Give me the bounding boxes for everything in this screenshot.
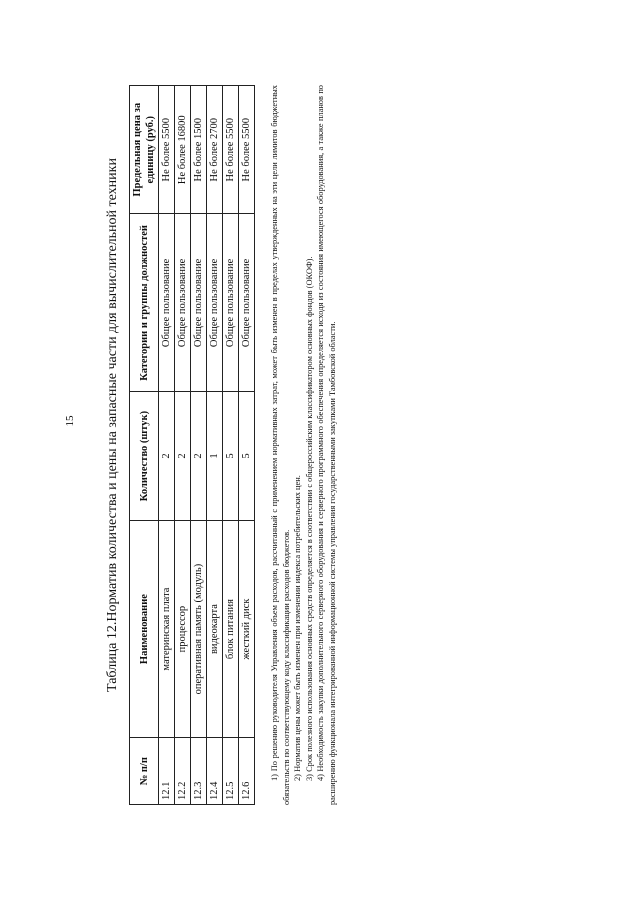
header-num: № п/п [130, 738, 159, 805]
table-row [159, 86, 175, 805]
table-row [223, 86, 239, 805]
table-header-row [130, 86, 159, 805]
row-num: 12.6 [239, 738, 255, 805]
row-qty: 2 [175, 392, 191, 520]
row-price: Не более 5500 [239, 86, 255, 214]
row-category: Общее пользование [191, 214, 207, 392]
row-qty: 2 [191, 392, 207, 520]
row-num: 12.4 [207, 738, 223, 805]
spare-parts-table [129, 85, 255, 805]
row-price: Не более 5500 [159, 86, 175, 214]
row-qty: 5 [223, 392, 239, 520]
page-number: 15 [64, 415, 76, 427]
header-category: Категории и группы должностей [130, 214, 159, 392]
row-name: видеокарта [207, 520, 223, 738]
table-row [191, 86, 207, 805]
table-row [175, 86, 191, 805]
row-category: Общее пользование [207, 214, 223, 392]
row-num: 12.5 [223, 738, 239, 805]
row-name: процессор [175, 520, 191, 738]
row-name: жесткий диск [239, 520, 255, 738]
row-num: 12.1 [159, 738, 175, 805]
note-4: 4) Необходимость закупки дополнительного серверного оборудования и серверного программного обеспечения определяется исходя из состояния имеющегося оборудования, а также планов по расширению функционала интегрированной информационной системы управления государственными закупками Тамбовской области. [316, 85, 337, 805]
row-qty: 2 [159, 392, 175, 520]
table-caption: Таблица 12.Норматив количества и цены на запасные части для вычислительной техники [105, 158, 120, 692]
row-category: Общее пользование [223, 214, 239, 392]
row-category: Общее пользование [159, 214, 175, 392]
row-name: блок питания [223, 520, 239, 738]
note-2: 2) Норматив цены может быть изменен при изменении индекса потребительских цен. [293, 475, 302, 781]
note-1: 1) По решению руководителя Управления объем расходов, рассчитанный с применением нормативных затрат, может быть изменен в пределах утвержденных на эти цели лимитов бюджетных обязательств по соответствующему коду классификации расходов бюджетов. [270, 85, 291, 805]
note-3: 3) Срок полезного использования основных средств определяется в соответствии с общероссийским классификатором основных фондов (ОКОФ). [304, 256, 314, 781]
row-price: Не более 5500 [223, 86, 239, 214]
row-num: 12.2 [175, 738, 191, 805]
row-category: Общее пользование [175, 214, 191, 392]
row-price: Не более 16800 [175, 86, 191, 214]
header-name: Наименование [130, 520, 159, 738]
rotated-page-content [105, 45, 375, 805]
row-name: материнская плата [159, 520, 175, 738]
row-price: Не более 1500 [191, 86, 207, 214]
row-name: оперативная память (модуль) [191, 520, 207, 738]
table-row [207, 86, 223, 805]
row-num: 12.3 [191, 738, 207, 805]
row-qty: 1 [207, 392, 223, 520]
table-row [239, 86, 255, 805]
row-price: Не более 2700 [207, 86, 223, 214]
header-qty: Количество (штук) [130, 392, 159, 520]
row-category: Общее пользование [239, 214, 255, 392]
header-price: Предельная цена за единицу (руб.) [130, 86, 159, 214]
row-qty: 5 [239, 392, 255, 520]
table-notes [269, 85, 338, 805]
